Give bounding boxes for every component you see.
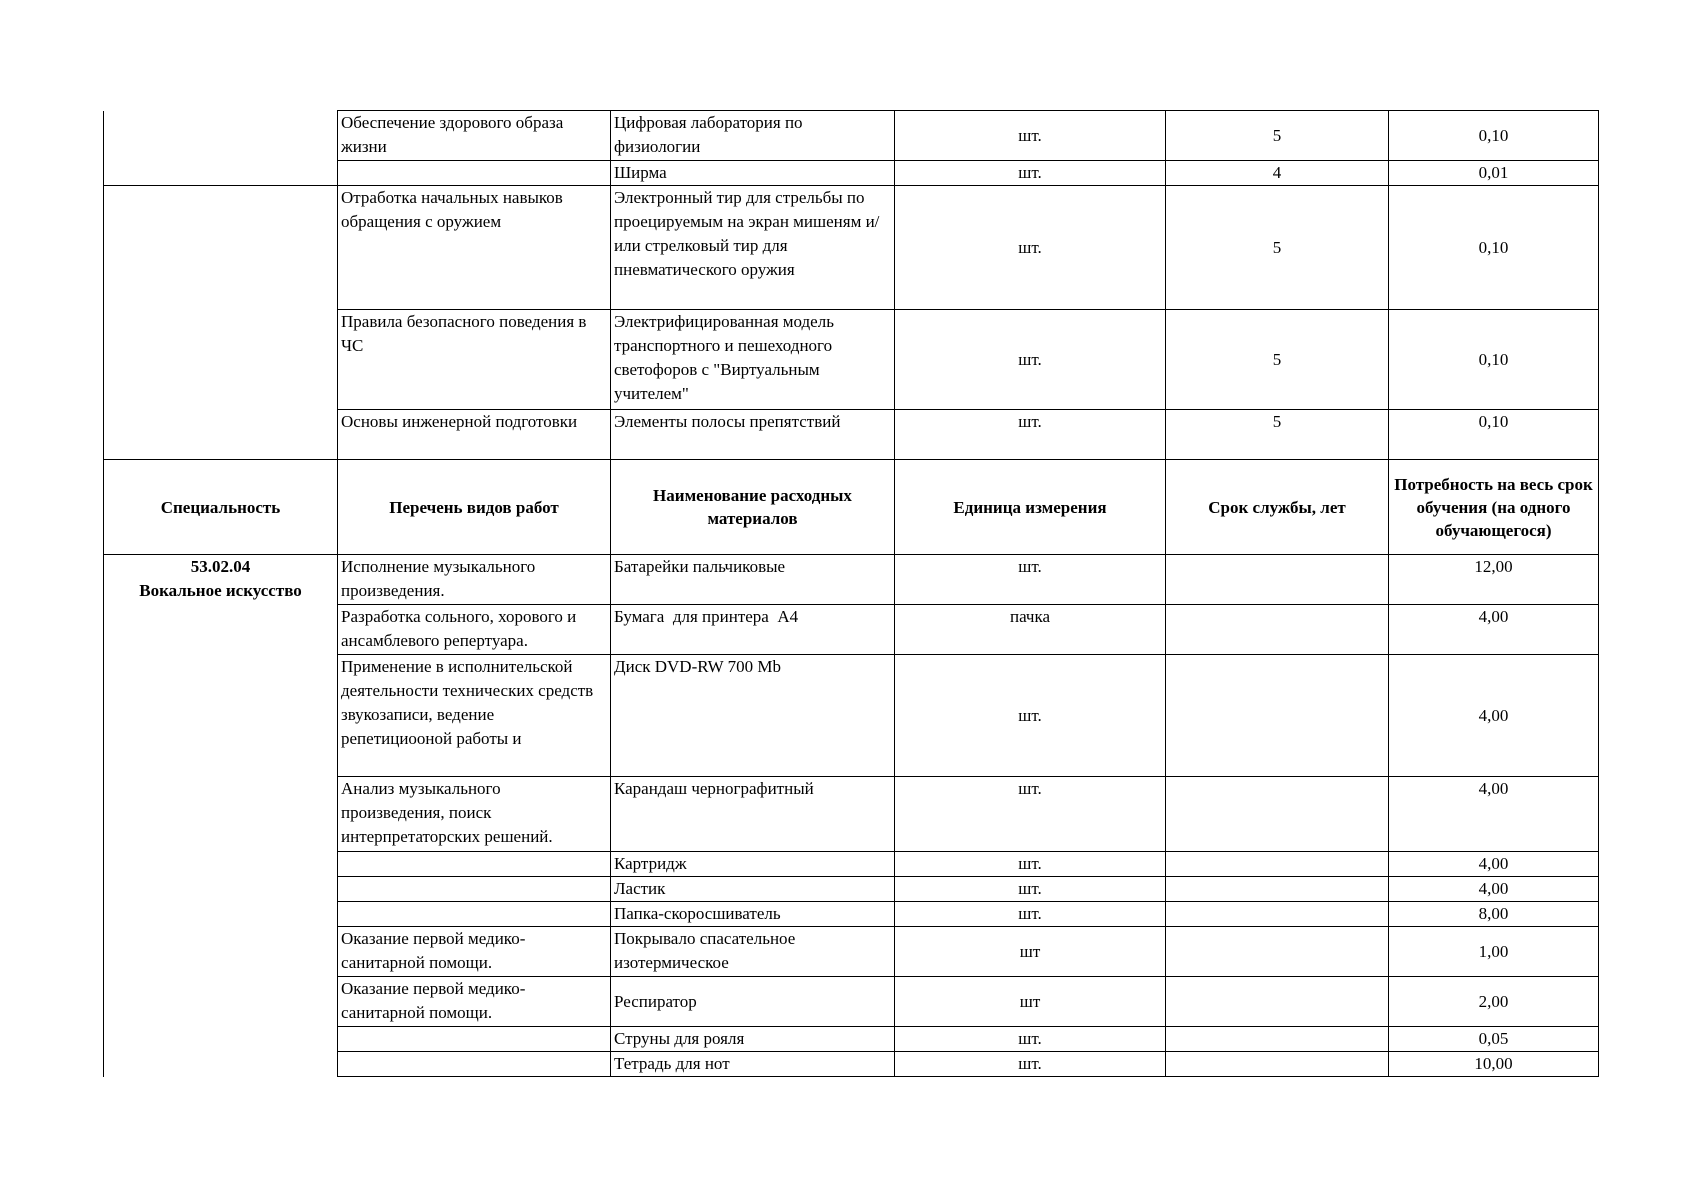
header-materials: Наименование расходных материалов: [611, 460, 895, 555]
specialty-cell: [104, 852, 338, 877]
specialty-cell: [104, 1052, 338, 1077]
table-row: [104, 605, 1599, 655]
specialty-cell: [104, 902, 338, 927]
table-row: [104, 1027, 1599, 1052]
work-cell: [338, 1027, 611, 1052]
work-cell: Отработка начальных навыков обращения с оружием: [338, 186, 611, 310]
unit-cell: шт: [895, 927, 1166, 977]
material-cell: Батарейки пальчиковые: [611, 555, 895, 605]
table-row: [104, 927, 1599, 977]
work-cell: Оказание первой медико-санитарной помощи.: [338, 927, 611, 977]
unit-cell: шт.: [895, 186, 1166, 310]
unit-cell: шт.: [895, 902, 1166, 927]
life-cell: 5: [1166, 111, 1389, 161]
specialty-cell: [104, 310, 338, 410]
specialty-cell: [104, 186, 338, 310]
material-cell: Ластик: [611, 877, 895, 902]
life-cell: [1166, 1052, 1389, 1077]
material-cell: Элементы полосы препятствий: [611, 410, 895, 460]
life-cell: [1166, 655, 1389, 777]
life-cell: [1166, 605, 1389, 655]
material-cell: Папка-скоросшиватель: [611, 902, 895, 927]
unit-cell: шт.: [895, 111, 1166, 161]
work-cell: Анализ музыкального произведения, поиск интерпретаторских решений.: [338, 777, 611, 852]
need-cell: 4,00: [1389, 605, 1599, 655]
header-need: Потребность на весь срок обучения (на одного обучающегося): [1389, 460, 1599, 555]
material-cell: Ширма: [611, 161, 895, 186]
header-life: Срок службы, лет: [1166, 460, 1389, 555]
table-row: [104, 852, 1599, 877]
material-cell: Бумага для принтера А4: [611, 605, 895, 655]
need-cell: 1,00: [1389, 927, 1599, 977]
need-cell: 12,00: [1389, 555, 1599, 605]
material-cell: Респиратор: [611, 977, 895, 1027]
unit-cell: шт.: [895, 1052, 1166, 1077]
need-cell: 2,00: [1389, 977, 1599, 1027]
need-cell: 0,10: [1389, 186, 1599, 310]
life-cell: [1166, 777, 1389, 852]
work-cell: Применение в исполнительской деятельности технических средств звукозаписи, ведение репетициооной работы и: [338, 655, 611, 777]
work-cell: [338, 877, 611, 902]
life-cell: [1166, 877, 1389, 902]
need-cell: 0,10: [1389, 111, 1599, 161]
unit-cell: шт.: [895, 852, 1166, 877]
table-row: [104, 902, 1599, 927]
table-row: [104, 161, 1599, 186]
work-cell: Правила безопасного поведения в ЧС: [338, 310, 611, 410]
life-cell: [1166, 902, 1389, 927]
need-cell: 0,05: [1389, 1027, 1599, 1052]
unit-cell: шт.: [895, 410, 1166, 460]
table-row: [104, 410, 1599, 460]
material-cell: Электрифицированная модель транспортного и пешеходного светофоров с "Виртуальным учителем": [611, 310, 895, 410]
work-cell: Исполнение музыкального произведения.: [338, 555, 611, 605]
life-cell: 5: [1166, 186, 1389, 310]
need-cell: 10,00: [1389, 1052, 1599, 1077]
unit-cell: пачка: [895, 605, 1166, 655]
life-cell: 5: [1166, 310, 1389, 410]
header-works: Перечень видов работ: [338, 460, 611, 555]
need-cell: 0,10: [1389, 310, 1599, 410]
life-cell: [1166, 555, 1389, 605]
table-row: [104, 877, 1599, 902]
specialty-cell: [104, 655, 338, 777]
life-cell: [1166, 977, 1389, 1027]
unit-cell: шт.: [895, 310, 1166, 410]
table-row: [104, 111, 1599, 161]
need-cell: 8,00: [1389, 902, 1599, 927]
unit-cell: шт: [895, 977, 1166, 1027]
table-row: [104, 310, 1599, 410]
work-cell: [338, 1052, 611, 1077]
need-cell: 0,01: [1389, 161, 1599, 186]
consumables-table: [103, 110, 1599, 1077]
unit-cell: шт.: [895, 1027, 1166, 1052]
unit-cell: шт.: [895, 877, 1166, 902]
work-cell: Оказание первой медико-санитарной помощи.: [338, 977, 611, 1027]
specialty-cell: [104, 977, 338, 1027]
table-row: [104, 655, 1599, 777]
life-cell: 4: [1166, 161, 1389, 186]
material-cell: Струны для рояля: [611, 1027, 895, 1052]
table-row: [104, 555, 1599, 605]
specialty-cell: [104, 111, 338, 161]
work-cell: [338, 902, 611, 927]
unit-cell: шт.: [895, 777, 1166, 852]
work-cell: [338, 852, 611, 877]
material-cell: Тетрадь для нот: [611, 1052, 895, 1077]
specialty-cell: [104, 877, 338, 902]
specialty-cell: [104, 605, 338, 655]
table-row: [104, 186, 1599, 310]
life-cell: [1166, 927, 1389, 977]
header-specialty: Специальность: [104, 460, 338, 555]
unit-cell: шт.: [895, 555, 1166, 605]
unit-cell: шт.: [895, 655, 1166, 777]
material-cell: Цифровая лаборатория по физиологии: [611, 111, 895, 161]
unit-cell: шт.: [895, 161, 1166, 186]
need-cell: 4,00: [1389, 877, 1599, 902]
need-cell: 4,00: [1389, 777, 1599, 852]
life-cell: [1166, 852, 1389, 877]
material-cell: Диск DVD-RW 700 Mb: [611, 655, 895, 777]
specialty-code: 53.02.04: [190, 557, 251, 576]
specialty-cell: [104, 1027, 338, 1052]
work-cell: [338, 161, 611, 186]
work-cell: Разработка сольного, хорового и ансамблевого репертуара.: [338, 605, 611, 655]
specialty-cell: [104, 161, 338, 186]
table-row: [104, 977, 1599, 1027]
life-cell: 5: [1166, 410, 1389, 460]
table-header-row: [104, 460, 1599, 555]
document-page: [103, 110, 1599, 1077]
need-cell: 4,00: [1389, 852, 1599, 877]
work-cell: Обеспечение здорового образа жизни: [338, 111, 611, 161]
table-row: [104, 777, 1599, 852]
specialty-cell: [104, 927, 338, 977]
header-unit: Единица измерения: [895, 460, 1166, 555]
need-cell: 0,10: [1389, 410, 1599, 460]
material-cell: Картридж: [611, 852, 895, 877]
need-cell: 4,00: [1389, 655, 1599, 777]
material-cell: Электронный тир для стрельбы по проецируемым на экран мишеням и/или стрелковый тир для пневматического оружия: [611, 186, 895, 310]
material-cell: Покрывало спасательное изотермическое: [611, 927, 895, 977]
specialty-cell: [104, 555, 338, 605]
table-row: [104, 1052, 1599, 1077]
work-cell: Основы инженерной подготовки: [338, 410, 611, 460]
specialty-cell: [104, 777, 338, 852]
specialty-name: Вокальное искусство: [139, 581, 302, 600]
material-cell: Карандаш чернографитный: [611, 777, 895, 852]
specialty-cell: [104, 410, 338, 460]
life-cell: [1166, 1027, 1389, 1052]
